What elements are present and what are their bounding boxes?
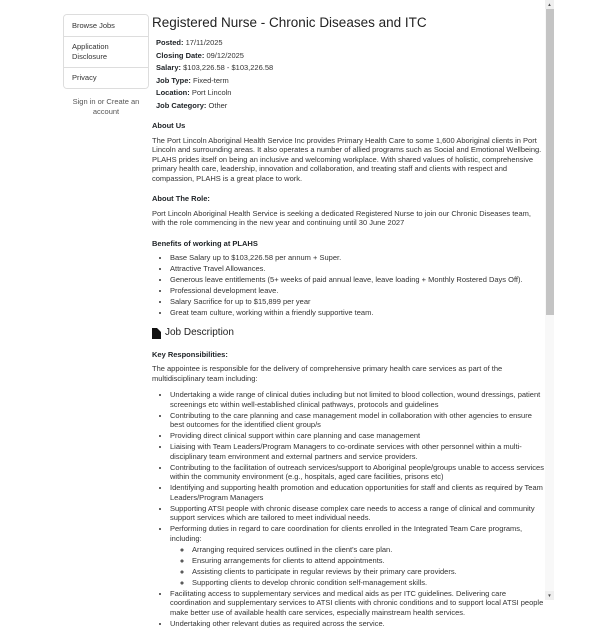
benefit-item: • Base Salary up to $103,226.58 per annum + Super.: [170, 253, 544, 263]
detail-value: Other: [208, 100, 228, 110]
detail-value: $103,226.58 - $103,226.58: [183, 63, 274, 72]
benefit-item: • Attractive Travel Allowances.: [170, 264, 544, 274]
about-role-heading: About The Role:: [152, 194, 210, 203]
scroll-up-icon[interactable]: ▲: [545, 0, 554, 9]
page-title: Registered Nurse - Chronic Diseases and ITC: [152, 15, 427, 30]
responsibility-item: • Undertaking a wide range of clinical duties including but not limited to blood collection, wound dressings, patient screenings etc within well-established clinical pathways, protocols and guidelines: [170, 390, 544, 409]
key-responsibilities-heading: Key Responsibilities:: [152, 349, 228, 359]
vertical-scrollbar[interactable]: [545, 0, 554, 600]
job-description-title: Job Description: [165, 327, 234, 339]
responsibility-item: • Liaising with Team Leaders/Program Managers to co-ordinate services with other personnel within a multi-disciplinary team environment and external partners and service providers.: [170, 442, 544, 461]
responsibility-item-text: Performing duties in regard to care coordination for clients enrolled in the Integrated Team Care programs, including:: [170, 524, 523, 543]
responsibility-item: • Providing direct clinical support within care planning and case management: [170, 431, 544, 441]
detail-salary: [156, 63, 544, 73]
responsibilities-list: [152, 390, 544, 628]
benefits-list: [152, 253, 544, 318]
job-details: [156, 38, 544, 110]
benefit-item: • Salary Sacrifice for up to $15,899 per year: [170, 297, 544, 307]
scrollbar-thumb[interactable]: [546, 9, 554, 315]
detail-closing-date: [156, 51, 544, 61]
responsibility-subitem: ◦ Arranging required services outlined in the client's care plan.: [192, 545, 544, 555]
sidebar: [63, 14, 149, 116]
detail-job-type: [156, 76, 544, 86]
detail-label: Job Type:: [156, 75, 191, 85]
job-posting: [152, 8, 544, 635]
responsibility-item: • Identifying and supporting health promotion and education opportunities for staff and clients as required by Team Leaders/Program Managers: [170, 483, 544, 502]
detail-label: Salary:: [156, 63, 182, 72]
detail-value: 17/11/2025: [185, 38, 223, 47]
benefit-item: • Generous leave entitlements (5+ weeks of paid annual leave, leave loading + Monthly Rostered Days Off).: [170, 275, 544, 285]
detail-value: Port Lincoln: [191, 88, 232, 97]
detail-job-category: [156, 101, 544, 111]
about-role-body: Port Lincoln Aboriginal Health Service is seeking a dedicated Registered Nurse to join our Chronic Diseases team, with the role commencing in the new year and continuing until 30 June 2027: [152, 208, 531, 227]
responsibility-subitem: ◦ Ensuring arrangements for clients to attend appointments.: [192, 556, 544, 566]
detail-posted: [156, 38, 544, 48]
about-us-heading: About Us: [152, 121, 186, 130]
responsibility-item: • Facilitating access to supplementary services and medical aids as per ITC guidelines. Delivering care coordination and supplementary services to ATSI clients with chronic conditions and to support local ATSI people make better use of available health care services, especially mainstream health services.: [170, 589, 544, 618]
file-document-icon: [152, 328, 161, 339]
sidebar-nav: [63, 14, 149, 89]
responsibility-item: • Contributing to the facilitation of outreach services/support to Aboriginal people/groups unable to access services within the community environment (e.g., hospitals, aged care facilities, prisons etc): [170, 463, 544, 482]
responsibility-item: • Undertaking other relevant duties as required across the service.: [170, 619, 544, 629]
detail-value: 09/12/2025: [206, 50, 244, 60]
responsibility-item: • Contributing to the care planning and case management model in collaboration with other agencies to ensure best outcomes for the identified client group/s: [170, 411, 544, 430]
benefits-heading: Benefits of working at PLAHS: [152, 238, 258, 248]
detail-value: Fixed-term: [192, 75, 229, 85]
about-us-body: The Port Lincoln Aboriginal Health Service Inc provides Primary Health Care to some 1,600 Aboriginal clients in Port Lincoln and surrounding areas. It also operates a number of allied programs such as Social and Emotional Wellbeing. PLAHS prides itself on being an inclusive and welcoming workplace. With shared values of holistic, comprehensive primary health care, leadership, innovation and collaboration, and treating staff and clients with respect and compassion, PLAHS is a great place to work.: [152, 135, 542, 183]
job-description-header: [152, 328, 544, 339]
sidebar-item-privacy[interactable]: Privacy: [64, 68, 148, 89]
responsibility-item: • Supporting ATSI people with chronic disease complex care needs to access a range of clinical and community support services which are tailored to meet individual needs.: [170, 504, 544, 523]
sidebar-item-application-disclosure[interactable]: Application Disclosure: [64, 37, 148, 68]
responsibility-item: [170, 524, 544, 587]
responsibility-sublist: [170, 545, 544, 588]
benefit-item: • Great team culture, working within a friendly supportive team.: [170, 308, 544, 318]
detail-label: Job Category:: [156, 100, 207, 110]
detail-label: Location:: [156, 88, 190, 97]
detail-label: Closing Date:: [156, 50, 205, 60]
detail-location: [156, 88, 544, 98]
sidebar-item-browse-jobs[interactable]: Browse Jobs: [64, 15, 148, 37]
scroll-down-icon[interactable]: ▼: [545, 591, 554, 600]
key-responsibilities-intro: The appointee is responsible for the delivery of comprehensive primary health care services as part of the multidisciplinary team including:: [152, 364, 503, 383]
responsibility-subitem: ◦ Supporting clients to develop chronic condition self-management skills.: [192, 578, 544, 588]
signin-link[interactable]: Sign in or Create an account: [72, 97, 140, 116]
benefit-item: • Professional development leave.: [170, 286, 544, 296]
detail-label: Posted:: [156, 38, 184, 47]
responsibility-subitem: ◦ Assisting clients to participate in regular reviews by their primary care providers.: [192, 567, 544, 577]
